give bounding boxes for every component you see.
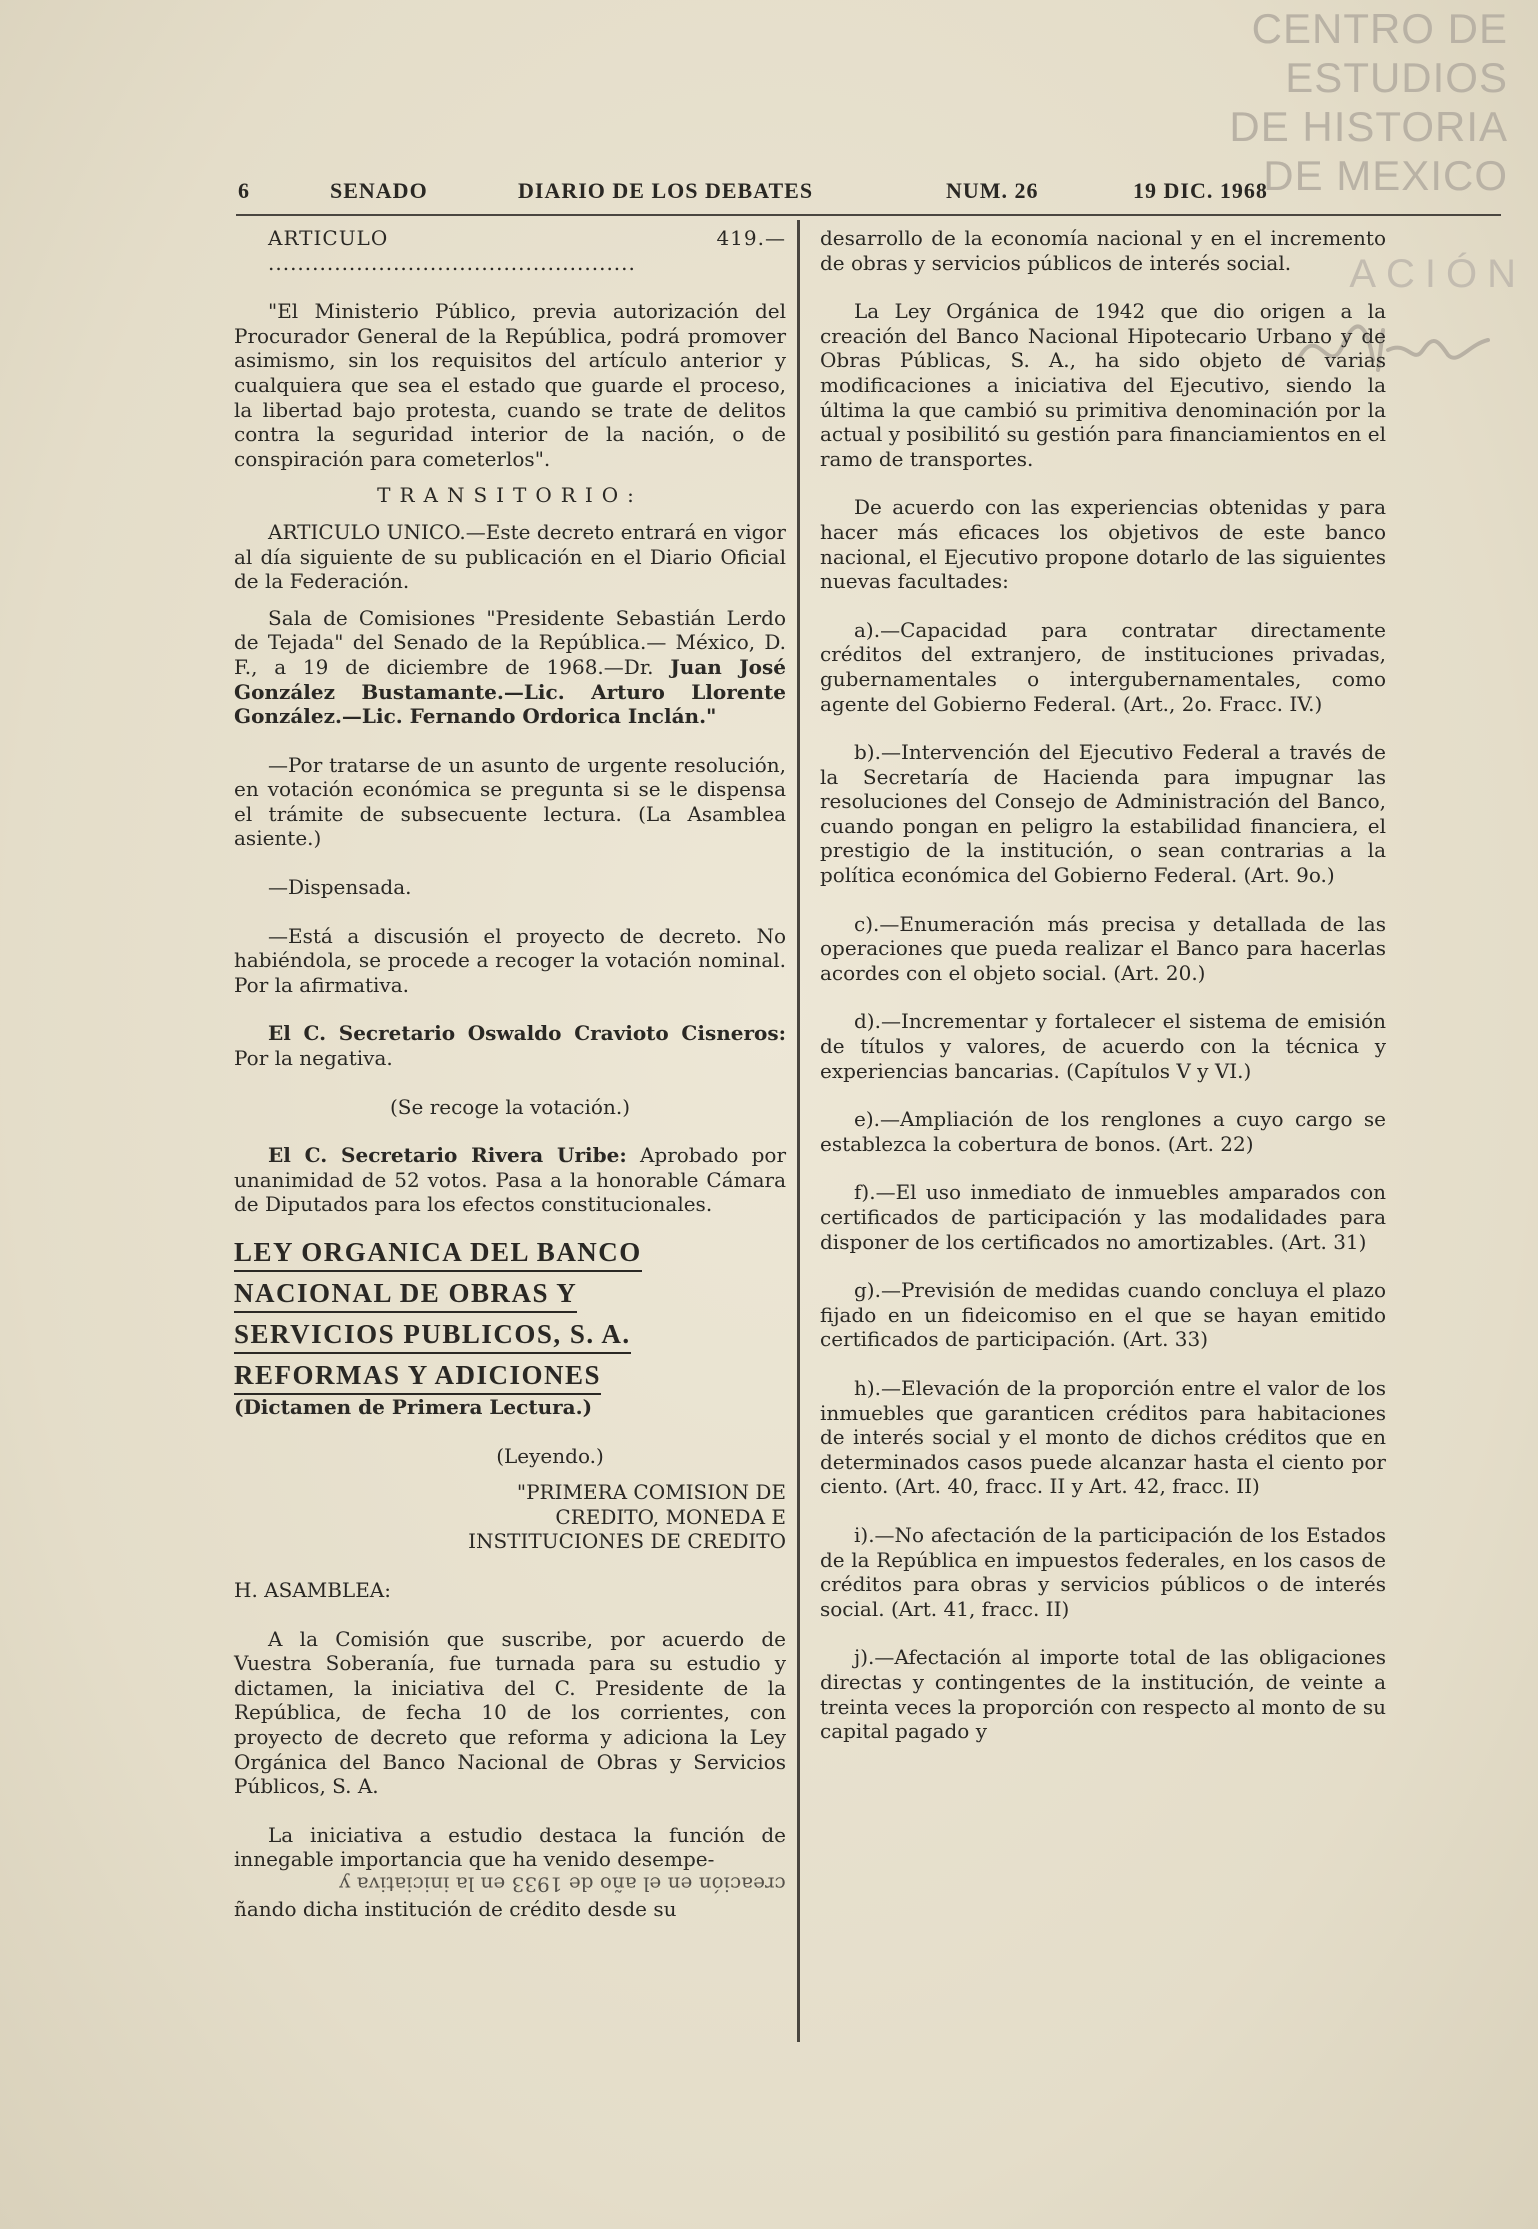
paragraph: CREDITO, MONEDA E bbox=[555, 1504, 786, 1529]
bleed-through-text bbox=[234, 1872, 786, 1897]
paragraph: desarrollo de la economía nacional y en el incremento de obras y servicios públicos de interés social. bbox=[820, 226, 1386, 275]
list-item: h).—Elevación de la proporción entre el valor de los inmuebles que garanticen créditos para habitaciones de interés social y el monto de dichos créditos que en determinados casos puede alcanzar hasta el ciento por ciento. (Art. 40, fracc. II y Art. 42, fracc. II) bbox=[820, 1375, 1386, 1499]
list-item: b).—Intervención del Ejecutivo Federal a través de la Secretaría de Hacienda para impugnar las resoluciones del Consejo de Administración del Banco, cuando pongan en peligro la estabilidad financiera, el prestigio de la institución, o sean contrarias a la política económica del Gobierno Federal. (Art. 9o.) bbox=[820, 740, 1386, 888]
header-chamber: SENADO bbox=[330, 178, 428, 203]
page-header bbox=[238, 178, 1288, 208]
list-item: g).—Previsión de medidas cuando concluya el plazo fijado en un fideicomiso en el que se hayan emitido certificados de participación. (Art. 33) bbox=[820, 1278, 1386, 1352]
article-subtitle: (Dictamen de Primera Lectura.) bbox=[234, 1395, 593, 1419]
column-separator bbox=[797, 220, 800, 2042]
list-item: e).—Ampliación de los renglones a cuyo cargo se establezca la cobertura de bonos. (Art. 22) bbox=[820, 1107, 1386, 1156]
watermark-line-2: ESTUDIOS bbox=[1285, 54, 1508, 101]
paragraph: "El Ministerio Público, previa autorización del Procurador General de la República, podrá promover asimismo, sin los requisitos del artículo anterior y cualquiera que sea el estado que guarde el proceso, la libertad bajo protesta, cuando se trate de delitos contra la seguridad interior de la nación, o de conspiración para cometerlos". bbox=[234, 299, 786, 471]
header-publication: DIARIO DE LOS DEBATES bbox=[518, 178, 814, 203]
paragraph: ñando dicha institución de crédito desde su bbox=[234, 1896, 677, 1921]
text-run: Sala de Comisiones "Presidente Sebastián Lerdo de Tejada" del Senado de la República.— México, D. F., a 19 de diciembre de 1968.—Dr. bbox=[234, 605, 786, 679]
paragraph: ARTICULO UNICO.—Este decreto entrará en vigor al día siguiente de su publicación en el Diario Oficial de la Federación. bbox=[234, 519, 786, 594]
header-rule bbox=[236, 214, 1501, 216]
section-heading: TRANSITORIO: bbox=[377, 483, 643, 508]
paragraph: —Está a discusión el proyecto de decreto. No habiéndola, se procede a recoger la votación nominal. Por la afirmativa. bbox=[234, 923, 786, 997]
list-item: c).—Enumeración más precisa y detallada de las operaciones que pueda realizar el Banco para hacerlas acordes con el objeto social. (Art. 20.) bbox=[820, 911, 1386, 985]
article-title-block bbox=[234, 1231, 786, 1420]
paragraph bbox=[234, 1021, 786, 1070]
right-column bbox=[820, 226, 1386, 1744]
paragraph: A la Comisión que suscribe, por acuerdo de Vuestra Soberanía, fue turnada para su estudio y dictamen, la iniciativa del C. Presidente de la República, de fecha 10 de los corrientes, con proyecto de decreto que reforma y adiciona la Ley Orgánica del Banco Nacional de Obras y Servicios Públicos, S. A. bbox=[234, 1626, 786, 1799]
list-item: j).—Afectación al importe total de las obligaciones directas y contingentes de la institución, de veinte a treinta veces la proporción con respecto al monto de su capital pagado y bbox=[820, 1645, 1386, 1744]
paragraph: La Ley Orgánica de 1942 que dio origen a la creación del Banco Nacional Hipotecario Urbano y de Obras Públicas, S. A., ha sido objeto de varias modificaciones a iniciativa del Ejecutivo, siendo la última la que cambió su primitiva denominación por la actual y posibilitó su gestión para financiamientos en el ramo de transportes. bbox=[820, 299, 1386, 471]
paragraph: —Por tratarse de un asunto de urgente resolución, en votación económica se pregunta si se le dispensa el trámite de subsecuente lectura. (La Asamblea asiente.) bbox=[234, 752, 786, 851]
paragraph bbox=[234, 606, 786, 729]
watermark-line-1: CENTRO DE bbox=[1251, 5, 1508, 52]
paragraph: La iniciativa a estudio destaca la función de innegable importancia que ha venido desempe- bbox=[234, 1822, 786, 1872]
list-item: f).—El uso inmediato de inmuebles amparados con certificados de participación y las modalidades para disponer de los certificados no amortizables. (Art. 31) bbox=[820, 1180, 1386, 1254]
paragraph bbox=[234, 1143, 786, 1217]
paragraph: H. ASAMBLEA: bbox=[234, 1577, 391, 1602]
list-item: i).—No afectación de la participación de los Estados de la República en impuestos federales, en los casos de créditos para obras y servicios públicos o de interés social. (Art. 41, fracc. II) bbox=[820, 1522, 1386, 1621]
speaker-name: El C. Secretario Oswaldo Cravioto Cisneros: bbox=[268, 1021, 786, 1046]
speaker-name: El C. Secretario Rivera Uribe: bbox=[268, 1143, 627, 1168]
header-issue: NUM. 26 bbox=[946, 178, 1039, 203]
list-item: d).—Incrementar y fortalecer el sistema de emisión de títulos y valores, de acuerdo con la técnica y experiencias bancarias. (Capítulos V y VI.) bbox=[820, 1009, 1386, 1083]
paragraph: INSTITUCIONES DE CREDITO bbox=[468, 1529, 786, 1554]
article-title-line: LEY ORGANICA DEL BANCO bbox=[234, 1231, 642, 1272]
text-run: Aprobado por unanimidad de 52 votos. Pasa a la honorable Cámara de Diputados para los efectos constitucionales. bbox=[234, 1143, 787, 1217]
article-title-line: SERVICIOS PUBLICOS, S. A. bbox=[234, 1313, 631, 1354]
watermark-line-3: DE HISTORIA bbox=[1229, 103, 1508, 150]
paragraph: —Dispensada. bbox=[268, 875, 412, 900]
watermark-subtitle: ACIÓN bbox=[1349, 252, 1526, 296]
paragraph: De acuerdo con las experiencias obtenidas y para hacer más eficaces los objetivos de este banco nacional, el Ejecutivo propone dotarlo de las siguientes nuevas facultades: bbox=[820, 495, 1386, 594]
mirrored-text: creación en el año de 1933 en la iniciativa y bbox=[339, 1872, 786, 1897]
header-date: 19 DIC. 1968 bbox=[1133, 178, 1268, 203]
watermark-line-4: DE MEXICO bbox=[1263, 152, 1508, 199]
page-number: 6 bbox=[238, 178, 250, 203]
article-title-line: NACIONAL DE OBRAS Y bbox=[234, 1272, 577, 1313]
text-run-bold: Juan José González Bustamante.—Lic. Arturo Llorente González.—Lic. Fernando Ordorica Inclán." bbox=[234, 654, 786, 729]
paragraph: (Se recoge la votación.) bbox=[390, 1094, 630, 1119]
paragraph: (Leyendo.) bbox=[496, 1443, 604, 1468]
article-heading: ARTICULO 419.— .................................................. bbox=[268, 226, 786, 275]
text-run: Por la negativa. bbox=[234, 1046, 393, 1071]
paragraph: "PRIMERA COMISION DE bbox=[516, 1480, 786, 1505]
article-title-line: REFORMAS Y ADICIONES bbox=[234, 1354, 601, 1395]
left-column bbox=[234, 226, 786, 1921]
archive-watermark bbox=[1229, 4, 1508, 200]
list-item: a).—Capacidad para contratar directamente créditos del extranjero, de instituciones privadas, gubernamentales o intergubernamentales, como agente del Gobierno Federal. (Art., 2o. Fracc. IV.) bbox=[820, 617, 1386, 716]
